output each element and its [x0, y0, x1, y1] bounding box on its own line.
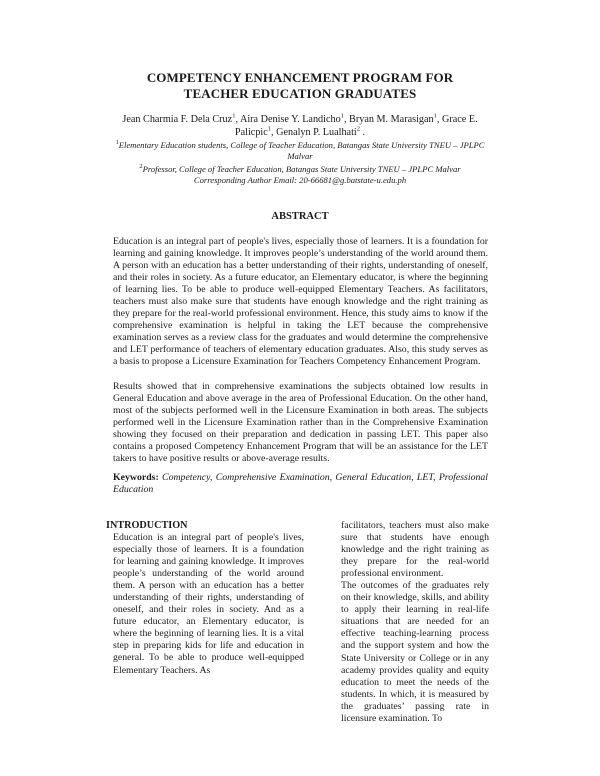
keywords [113, 472, 488, 496]
keywords-label: Keywords: [113, 472, 159, 483]
author-list: Jean Charmia F. Dela Cruz$^1$, Aira Denise Y. Landicho$^1$, Bryan M. Marasigan$^1$, Grace E. Palicpic$^1$, Genalyn P. Lualhati$^2$ . [122, 112, 478, 138]
intro-left-text: Education is an integral part of people's lives, especially those of learners. It is a foundation for learning and gaining knowledge. It improves people’s understanding of the world around them. A person with an education has a better understanding of their rights, understanding of oneself, and their roles in society. And as a future educator, an Elementary educator, is where the beginning of learning lies. It is a vital step in preparing kids for life and education in general. To be able to produce well-equipped Elementary Teachers. As [113, 532, 304, 676]
abstract-heading: ABSTRACT [271, 211, 329, 222]
author-2: Aira Denise Y. Landicho [239, 114, 341, 125]
keywords-list: Competency, Comprehensive Examination, General Education, LET, Professional Education [113, 472, 488, 496]
paper-title [100, 70, 500, 102]
author-4: Grace E. [441, 114, 478, 125]
title-line-2: TEACHER EDUCATION GRADUATES [183, 86, 417, 101]
introduction-heading: INTRODUCTION [106, 520, 188, 531]
affiliation-1: $^1$Elementary Education students, College of Teacher Education, Batangas State University TNEU – JPLPC Malvar [115, 139, 485, 161]
intro-right-text-2: The outcomes of the graduates rely on their knowledge, skills, and ability to apply their learning in real-life situations that are needed for an effective teaching-learning process and the support system and how the State University or College or in any academy provides quality and equity education to meet the needs of the students. In which, it is measured by the graduates’ passing rate in licensure examination. To [341, 580, 489, 724]
author-5: Genalyn P. Lualhati [276, 127, 357, 138]
intro-right-text-1: facilitators, teachers must also make sure that students have enough knowledge and the right training as they prepare for the real-world professional environment. [341, 520, 489, 580]
abstract-paragraph-2: Results showed that in comprehensive examinations the subjects obtained low results in General Education and above average in the area of Professional Education. On the other hand, most of the subjects performed well in the Licensure Examination in both areas. The subjects performed well in the Licensure Examination rather than in the Comprehensive Examination showing they focused on their preparation and dedication in passing LET. This paper also contains a proposed Competency Enhancement Program that will be an assistance for the LET takers to have positive results or above-average results. [113, 381, 488, 465]
author-1: Jean Charmia F. Dela Cruz [122, 114, 233, 125]
intro-column-right [341, 520, 489, 725]
author-4-surname: Palicpic [234, 127, 268, 138]
author-3: Bryan M. Marasigan [349, 114, 434, 125]
corresponding-author: Corresponding Author Email: 20-66681@g.batstate-u.edu.ph [193, 175, 407, 185]
abstract-paragraph-1: Education is an integral part of people's lives, especially those of learners. It is a foundation for learning and gaining knowledge. It improves people’s understanding of the world around them. A person with an education has a better understanding of their rights, understanding of oneself, and their roles in society. As a future educator, an Elementary educator, is where the beginning of learning lies. To be able to produce well-equipped Elementary Teachers. As facilitators, teachers must also make sure that students have enough knowledge and the right training as they prepare for the real-world professional environment. Hence, this study aims to know if the comprehensive examination is helpful in taking the LET because the comprehensive examination serves as a review class for the graduates and would determine the comprehensive and LET performance of teachers of elementary education graduates. Also, this study serves as a basis to propose a Licensure Examination for Teachers Competency Enhancement Program. [113, 236, 488, 368]
intro-column-left [113, 532, 304, 677]
affiliation-2: $^2$Professor, College of Teacher Education, Batangas State University TNEU – JPLPC Malvar [139, 163, 461, 174]
title-line-1: COMPETENCY ENHANCEMENT PROGRAM FOR [146, 70, 454, 85]
